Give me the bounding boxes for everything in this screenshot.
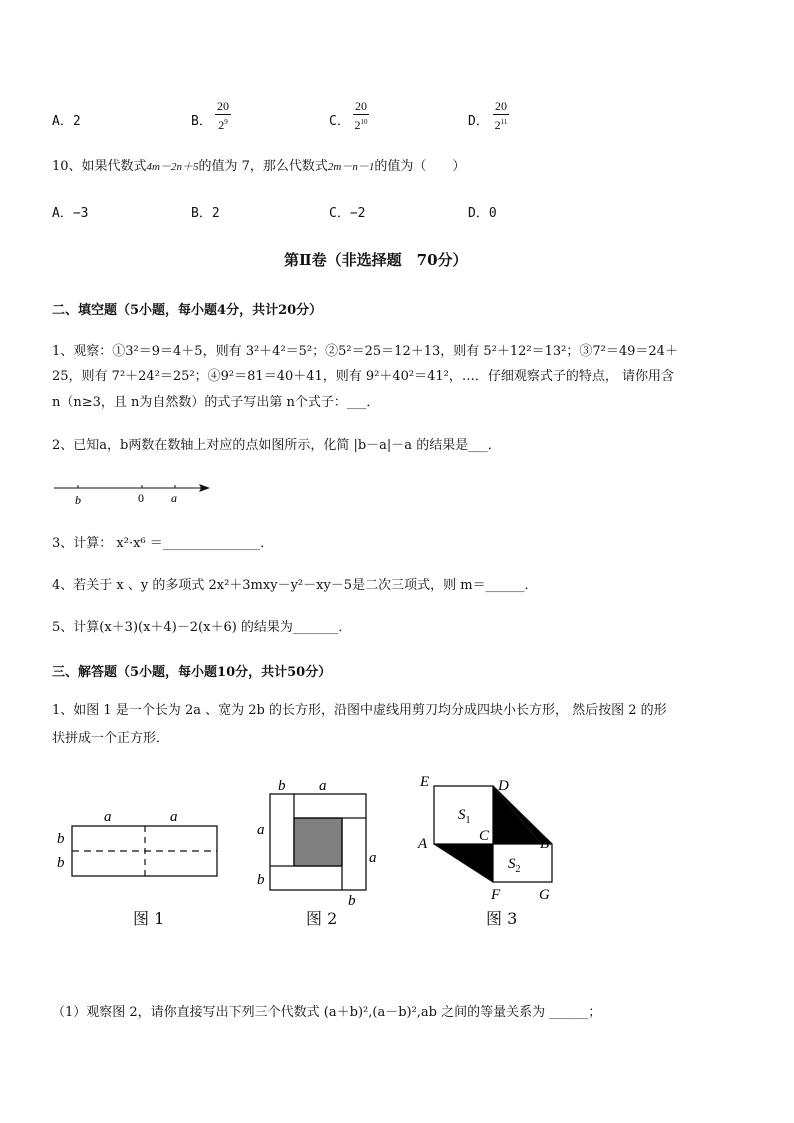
s2-q2-text: 2、已知a，b两数在数轴上对应的点如图所示，化简 |b－a|－a 的结果是___． [52, 438, 501, 453]
q9-option-b-letter: B． [191, 114, 212, 129]
q10-expr1: 4m－2n＋5 [146, 161, 199, 173]
fig1-label-a1: a [104, 809, 112, 825]
q10-option-b: B．2 [191, 206, 220, 221]
q9-option-c-fraction: $\frac{20}{2^{10}}$ [354, 99, 368, 132]
section2-title: 二、填空题（5小题，每小题4分，共计20分） [52, 303, 323, 318]
fig2-caption: 图 2 [306, 909, 338, 928]
q10-option-c: C．−2 [329, 206, 366, 221]
fig3-label-G: G [539, 887, 550, 903]
q9-option-b-fraction: $\frac{20}{2^9}$ [217, 99, 229, 132]
s2-q3-text: 3、计算： x²·x⁶ ＝_______________． [52, 536, 274, 551]
s2-q4-text: 4、若关于 x 、y 的多项式 2x²＋3mxy－y²－xy－5是二次三项式，则 m＝______． [52, 578, 538, 593]
fig3-caption: 图 3 [486, 909, 518, 928]
fig3-label-E: E [420, 774, 430, 790]
s2-q1-line3: n（n≥3，且 n为自然数）的式子写出第 n个式子：___． [52, 395, 380, 410]
fig3-label-A: A [418, 836, 428, 852]
fig3-label-B: B [540, 836, 550, 852]
q9-option-a: A．2 [52, 114, 81, 129]
part2-title: 第Ⅱ卷（非选择题 70分） [284, 251, 468, 269]
fig3-label-S2: $S_2$ [508, 856, 521, 875]
fig2-label-b-left: b [257, 872, 265, 888]
fig2-label-a-left: a [257, 822, 265, 838]
s3-q1-line1: 1、如图 1 是一个长为 2a 、宽为 2b 的长方形，沿图中虚线用剪刀均分成四块小长方形， 然后按图 2 的形 [52, 703, 667, 718]
fig1-label-b2: b [57, 855, 65, 871]
fig1-label-b1: b [57, 831, 65, 847]
s3-q1-sub1: （1）观察图 2，请你直接写出下列三个代数式 (a＋b)²,(a－b)²,ab 之间的等量关系为 ______； [52, 1005, 602, 1020]
fig1-label-a2: a [170, 809, 178, 825]
fig2-label-b-top: b [278, 778, 286, 794]
fig2-inner-square [294, 818, 342, 866]
fig3-label-S1: $S_1$ [458, 807, 471, 826]
number-line-label-0: 0 [138, 491, 144, 505]
q10-expr2: 2m－n－1 [327, 161, 375, 173]
fig3-label-D: D [498, 778, 509, 794]
figure-3 [412, 766, 562, 906]
fig2-label-a-top: a [319, 778, 327, 794]
q10-text: 10、如果代数式4m－2n＋5的值为 7，那么代数式2m－n－1的值为（ ） [52, 159, 466, 174]
fig2-label-a-right: a [369, 850, 377, 866]
q10-option-d: D．0 [468, 206, 497, 221]
q9-option-d-letter: D． [468, 114, 489, 129]
fig2-label-b-bottom: b [348, 893, 356, 909]
s3-q1-line2: 状拼成一个正方形． [52, 731, 170, 746]
section3-title: 三、解答题（5小题，每小题10分，共计50分） [52, 665, 332, 680]
s2-q1-line2: 25，则有 7²＋24²＝25²；④9²＝81＝40＋41，则有 9²＋40²＝41²，…．仔细观察式子的特点， 请你用含 [52, 369, 675, 384]
number-line-figure [50, 478, 220, 510]
q9-option-d-fraction: $\frac{20}{2^{11}}$ [494, 99, 508, 132]
number-line-label-b: b [75, 493, 81, 507]
figure-2 [252, 774, 384, 910]
s2-q5-text: 5、计算(x＋3)(x＋4)－2(x＋6) 的结果为_______． [52, 620, 352, 635]
q10-option-a: A．−3 [52, 206, 89, 221]
fig1-caption: 图 1 [133, 909, 165, 928]
s2-q1-line1: 1、观察：①3²＝9＝4＋5，则有 3²＋4²＝5²；②5²＝25＝12＋13，则有 5²＋12²＝13²；③7²＝49＝24＋ [52, 344, 678, 359]
fig3-label-C: C [479, 828, 490, 844]
number-line-label-a: a [171, 491, 177, 505]
figure-1 [52, 804, 224, 882]
fig3-label-F: F [491, 887, 501, 903]
q9-option-c-letter: C． [329, 114, 350, 129]
